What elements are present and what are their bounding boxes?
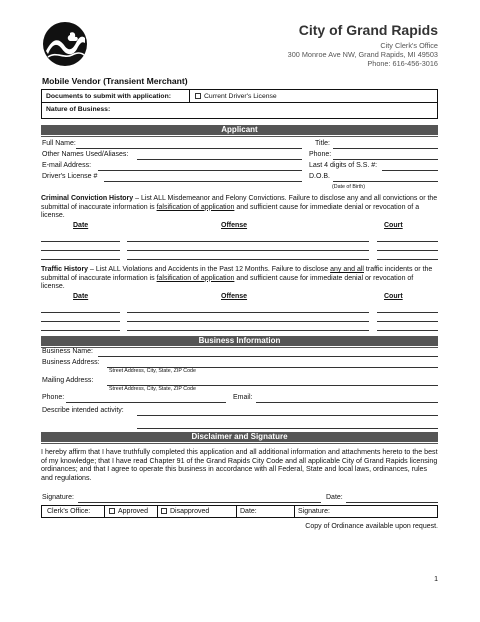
clerk-office: City Clerk's Office <box>380 41 438 50</box>
clerk-office-label: Clerk's Office: <box>47 508 91 515</box>
documents-label: Documents to submit with application: <box>46 93 171 100</box>
clerk-signature-label: Signature: <box>298 508 330 515</box>
city-phone: Phone: 616-456-3016 <box>367 59 438 68</box>
criminal-offense-line[interactable] <box>127 241 369 242</box>
applicant-heading: Applicant <box>41 125 438 135</box>
criminal-history-text: Criminal Conviction History – List ALL Misdemeanor and Felony Convictions. Failure to disclose any and all convictions or the submittal of inaccurate information is falsification of application and sufficient cause for immediate denial or revocation of a license. <box>41 195 438 220</box>
phone-label: Phone: <box>309 151 332 158</box>
dob-field[interactable] <box>333 181 438 182</box>
documents-box <box>41 89 438 119</box>
ssn-field[interactable] <box>382 170 438 171</box>
disapproved-checkbox[interactable] <box>161 508 167 514</box>
business-email-label: Email: <box>233 394 253 401</box>
criminal-date-line[interactable] <box>41 250 120 251</box>
drivers-license-checkbox[interactable] <box>195 93 201 99</box>
business-phone-label: Phone: <box>42 394 65 401</box>
criminal-court-header: Court <box>384 222 403 229</box>
other-names-field[interactable] <box>137 159 302 160</box>
criminal-date-header: Date <box>73 222 89 229</box>
full-name-label: Full Name: <box>42 140 76 147</box>
date-label: Date: <box>326 494 343 501</box>
criminal-court-line[interactable] <box>377 259 438 260</box>
drivers-license-number-label: Driver's License # <box>42 173 98 180</box>
other-names-label: Other Names Used/Aliases: <box>42 151 129 158</box>
criminal-date-line[interactable] <box>41 259 120 260</box>
disclaimer-heading: Disclaimer and Signature <box>41 432 438 442</box>
traffic-court-line[interactable] <box>377 312 438 313</box>
intended-activity-field[interactable] <box>137 415 438 416</box>
traffic-date-header: Date <box>73 293 89 300</box>
dob-label: D.O.B. <box>309 173 331 180</box>
disclaimer-text: I hereby affirm that I have truthfully completed this application and all additional information and attachments hereto to the best of my knowledge; that I have read Chapter 91 of the Grand Rapids City Code and all applicable City of Grand Rapids licensing ordinances; and that I agree to operate this business in accordance with all Federal, State and local laws, ordinances, rules and regulations. <box>41 448 438 483</box>
date-field[interactable] <box>346 502 438 503</box>
city-address: 300 Monroe Ave NW, Grand Rapids, MI 49503 <box>287 50 438 59</box>
criminal-court-line[interactable] <box>377 250 438 251</box>
page-number: 1 <box>434 576 438 583</box>
business-address-label: Business Address: <box>42 359 100 366</box>
ssn-label: Last 4 digits of S.S. #: <box>309 162 378 169</box>
drivers-license-option[interactable] <box>195 93 277 100</box>
traffic-offense-header: Offense <box>221 293 248 300</box>
drivers-license-label: Current Driver's License <box>204 93 277 100</box>
phone-field[interactable] <box>333 159 438 160</box>
traffic-court-header: Court <box>384 293 403 300</box>
traffic-offense-line[interactable] <box>127 330 369 331</box>
city-name: City of Grand Rapids <box>298 22 438 38</box>
criminal-offense-line[interactable] <box>127 250 369 251</box>
form-title: Mobile Vendor (Transient Merchant) <box>42 76 188 86</box>
traffic-court-line[interactable] <box>377 321 438 322</box>
mailing-address-label: Mailing Address: <box>42 377 94 384</box>
traffic-offense-line[interactable] <box>127 312 369 313</box>
intended-activity-field-2[interactable] <box>137 428 438 429</box>
clerk-date-label: Date: <box>240 508 257 515</box>
business-info-heading: Business Information <box>41 336 438 346</box>
drivers-license-number-field[interactable] <box>104 181 302 182</box>
approved-option[interactable]: Approved <box>109 508 148 515</box>
clerk-office-box <box>41 505 438 518</box>
criminal-offense-line[interactable] <box>127 259 369 260</box>
full-name-field[interactable] <box>76 148 302 149</box>
ordinance-note: Copy of Ordinance available upon request. <box>305 523 438 530</box>
approved-checkbox[interactable] <box>109 508 115 514</box>
business-name-label: Business Name: <box>42 348 93 355</box>
traffic-offense-line[interactable] <box>127 321 369 322</box>
traffic-date-line[interactable] <box>41 321 120 322</box>
criminal-court-line[interactable] <box>377 241 438 242</box>
business-address-hint: Street Address, City, State, ZIP Code <box>109 368 196 374</box>
email-field[interactable] <box>98 170 302 171</box>
criminal-offense-header: Offense <box>221 222 248 229</box>
city-logo <box>42 21 88 67</box>
criminal-date-line[interactable] <box>41 241 120 242</box>
signature-field[interactable] <box>78 502 321 503</box>
business-email-field[interactable] <box>256 402 438 403</box>
disapproved-option[interactable]: Disapproved <box>161 508 209 515</box>
mailing-address-hint: Street Address, City, State, ZIP Code <box>109 386 196 392</box>
email-label: E-mail Address: <box>42 162 92 169</box>
signature-label: Signature: <box>42 494 74 501</box>
title-label: Title: <box>315 140 330 147</box>
traffic-history-text: Traffic History – List ALL Violations and Accidents in the Past 12 Months. Failure to disclose any and all traffic incidents or the submittal of inaccurate information is falsification of application and sufficient cause for immediate denial or revocation of license. <box>41 266 433 291</box>
business-name-field[interactable] <box>98 356 438 357</box>
dob-hint: (Date of Birth) <box>332 184 365 190</box>
title-field[interactable] <box>333 148 438 149</box>
traffic-date-line[interactable] <box>41 330 120 331</box>
nature-of-business-label: Nature of Business: <box>46 106 111 113</box>
traffic-date-line[interactable] <box>41 312 120 313</box>
intended-activity-label: Describe intended activity: <box>42 407 124 414</box>
traffic-court-line[interactable] <box>377 330 438 331</box>
business-phone-field[interactable] <box>66 402 226 403</box>
